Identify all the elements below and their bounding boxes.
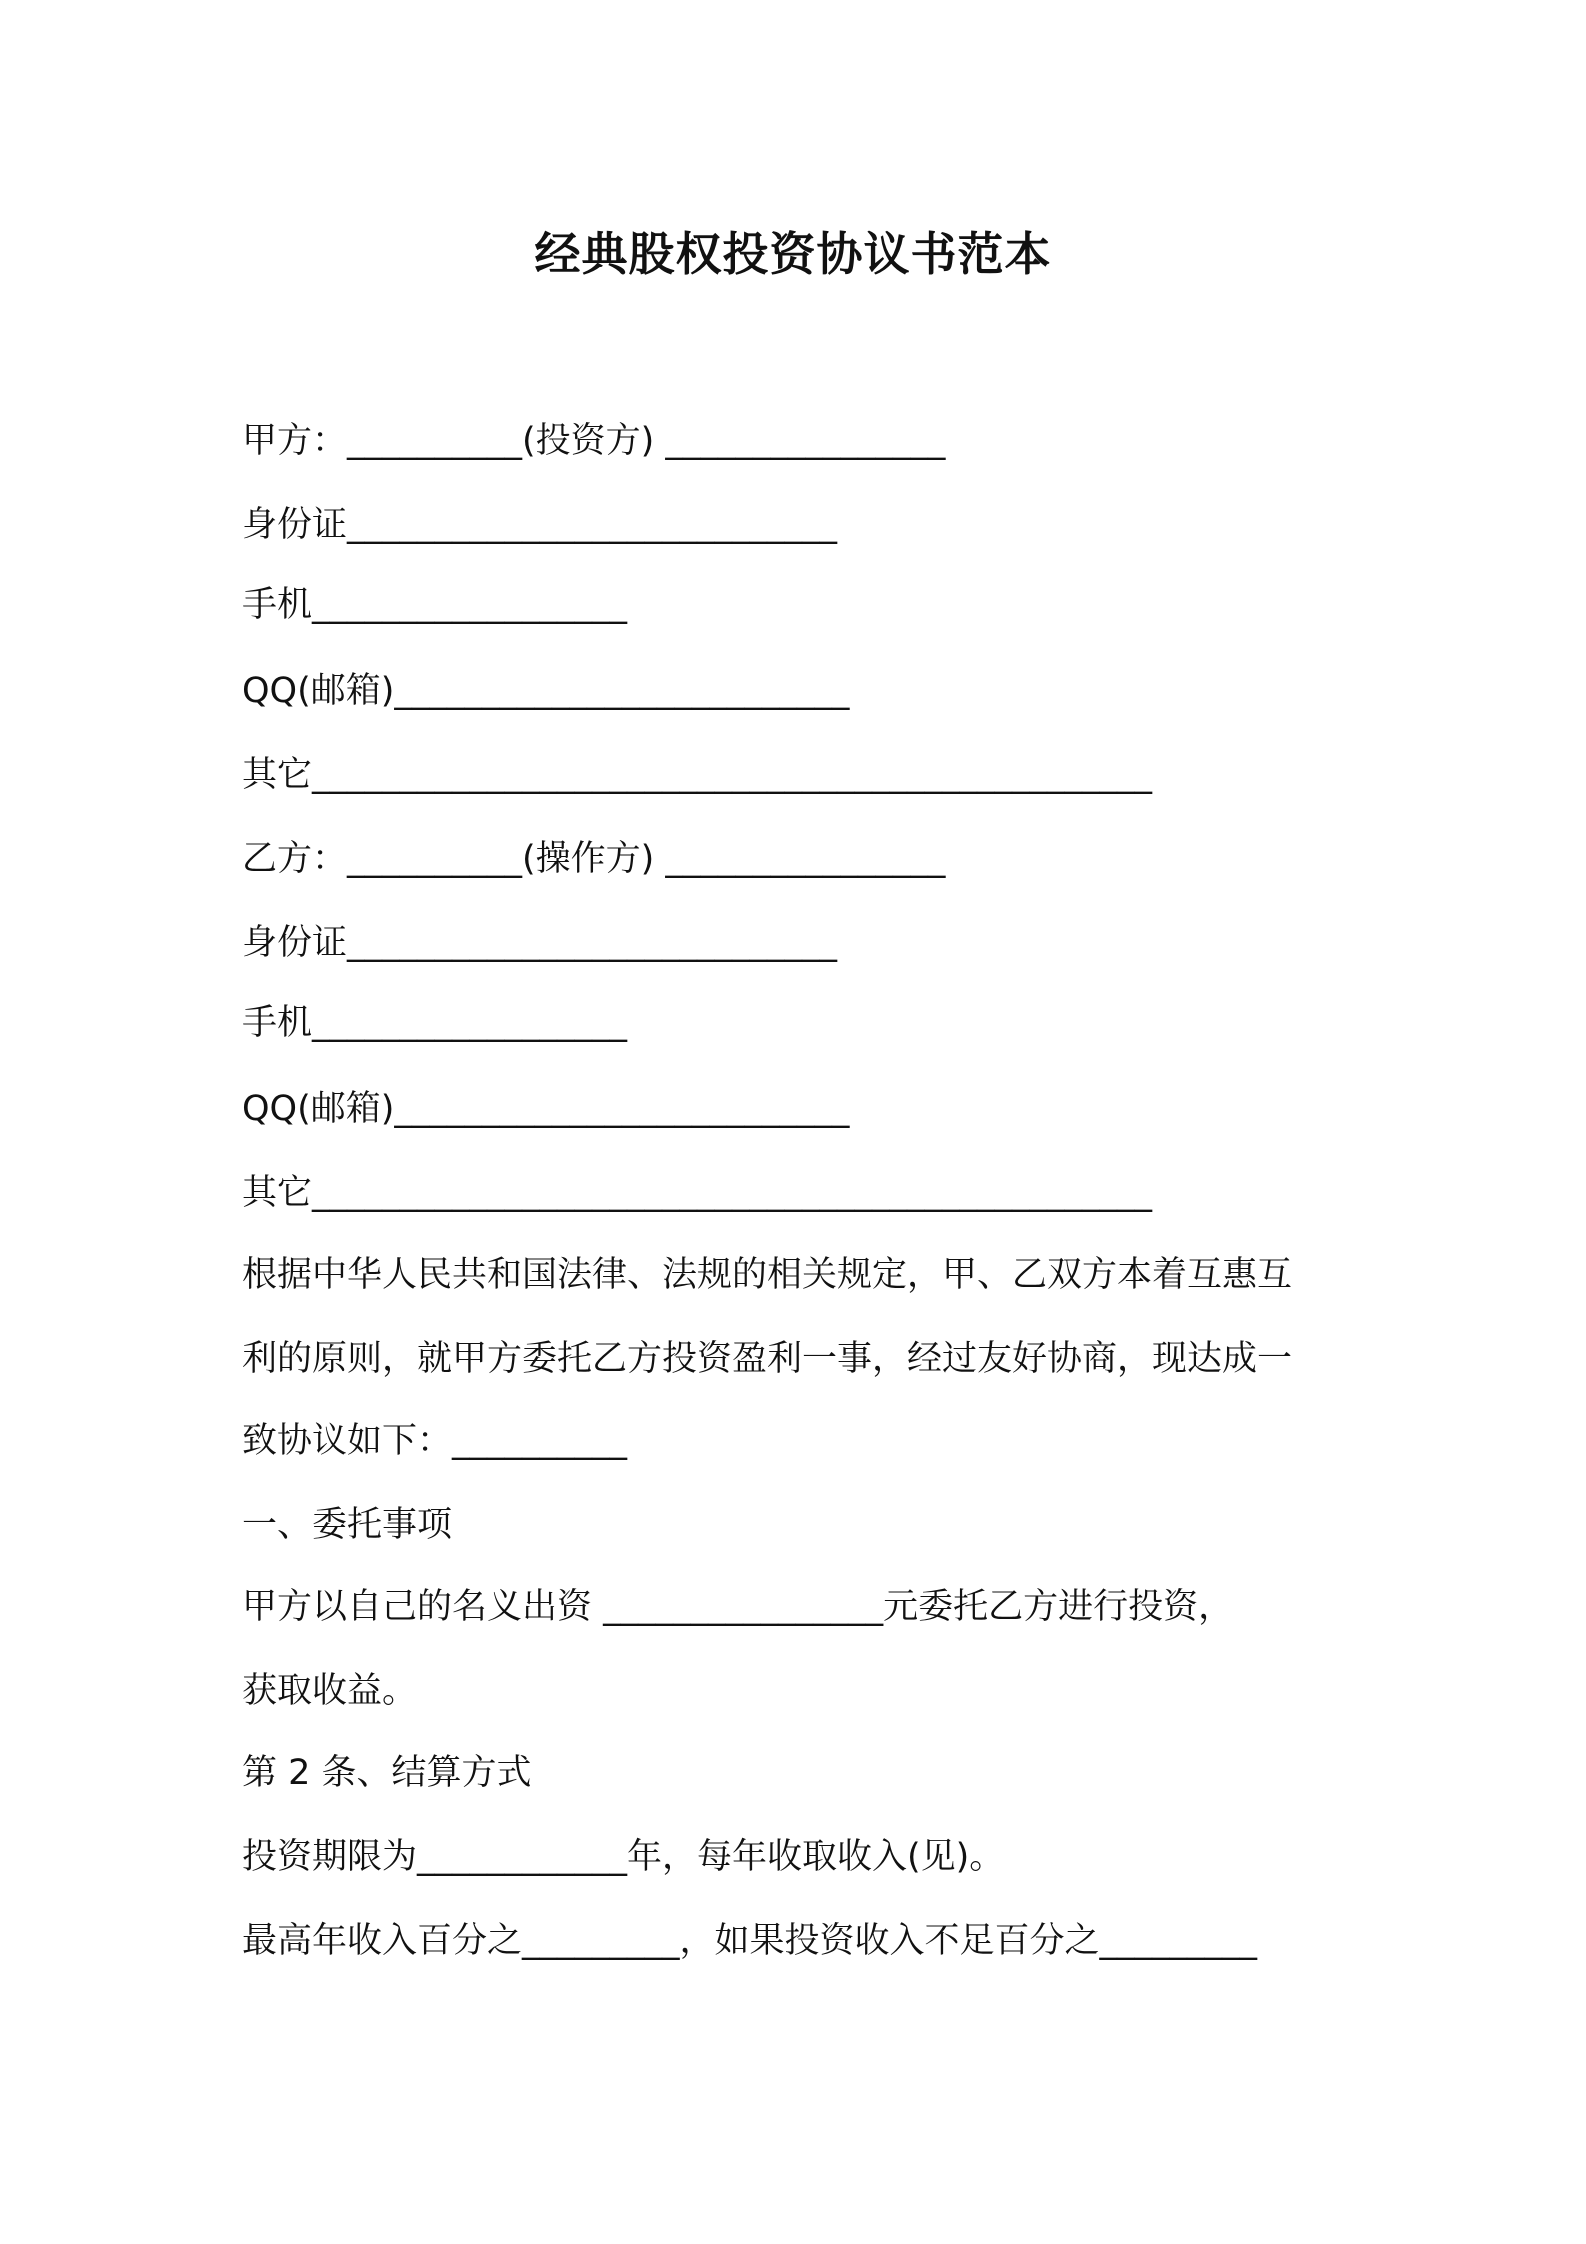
party-b-other-line: 其它________________________________________________	[242, 1173, 1153, 1213]
party-a-line: 甲方：__________(投资方) ________________	[242, 421, 946, 461]
party-a-email-line: QQ(邮箱)__________________________	[242, 671, 850, 711]
section-1-text-line-1: 甲方以自己的名义出资 ________________元委托乙方进行投资，	[242, 1587, 1234, 1627]
preamble-line-2: 利的原则，就甲方委托乙方投资盈利一事，经过友好协商，现达成一	[242, 1339, 1293, 1379]
party-b-id-line: 身份证____________________________	[242, 923, 838, 963]
party-b-email-line: QQ(邮箱)__________________________	[242, 1089, 850, 1129]
section-2-text-line-2: 最高年收入百分之_________，如果投资收入不足百分之_________	[242, 1921, 1258, 1961]
preamble-line-3: 致协议如下：__________	[242, 1421, 628, 1461]
preamble-line-1: 根据中华人民共和国法律、法规的相关规定，甲、乙双方本着互惠互	[242, 1255, 1293, 1295]
section-1-heading: 一、委托事项	[242, 1505, 453, 1545]
party-a-phone-line: 手机__________________	[242, 585, 628, 625]
section-1-text-line-2: 获取收益。	[242, 1671, 418, 1711]
party-b-phone-line: 手机__________________	[242, 1003, 628, 1043]
party-b-line: 乙方：__________(操作方) ________________	[242, 839, 946, 879]
party-a-other-line: 其它________________________________________________	[242, 755, 1153, 795]
section-2-heading: 第 2 条、结算方式	[242, 1753, 532, 1793]
section-2-text-line-1: 投资期限为____________年，每年收取收入(见)。	[242, 1837, 1005, 1877]
document-title: 经典股权投资协议书范本	[534, 227, 1052, 281]
party-a-id-line: 身份证____________________________	[242, 505, 838, 545]
